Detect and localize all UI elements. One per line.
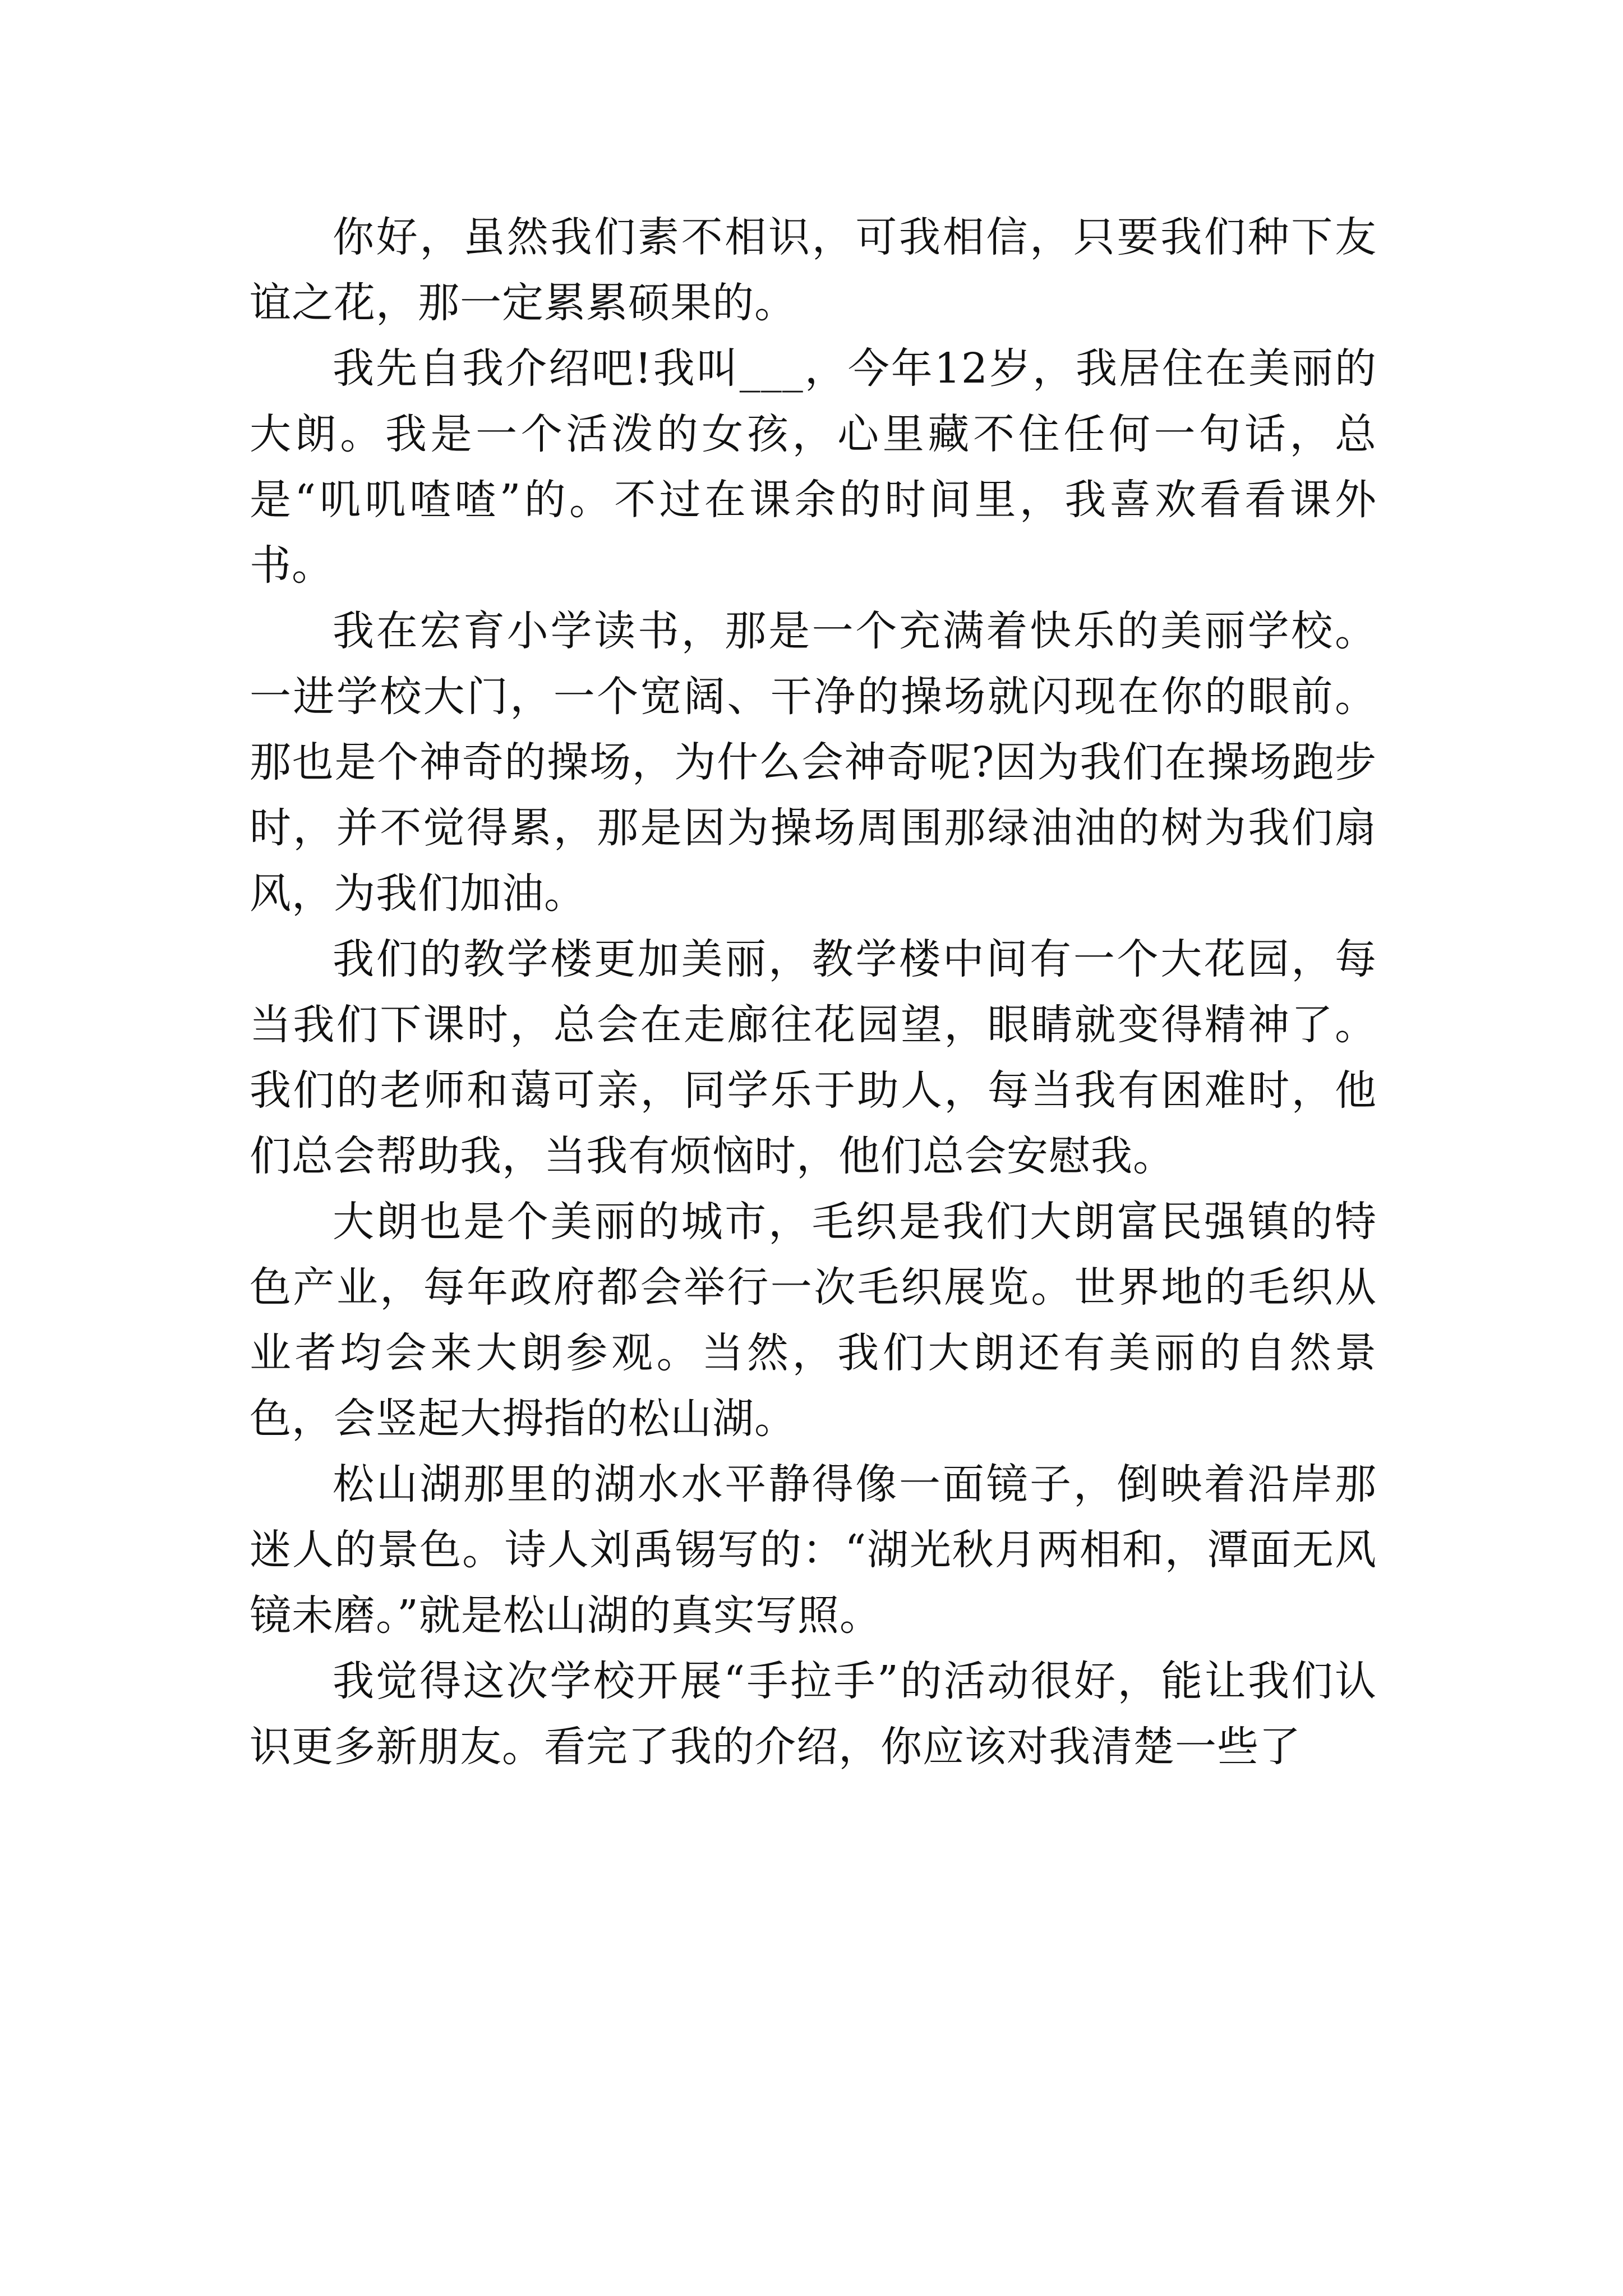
paragraph-teaching-building: 我们的教学楼更加美丽，教学楼中间有一个大花园，每当我们下课时，总会在走廊往花园望，眼睛就变得精神了。我们的老师和蔼可亲，同学乐于助人，每当我有困难时，他们总会帮助我，当我有烦恼时，他们总会安慰我。	[250, 935, 1377, 1180]
paragraph-greeting: 你好，虽然我们素不相识，可我相信，只要我们种下友谊之花，那一定累累硕果的。	[250, 213, 1377, 327]
paragraph-closing: 我觉得这次学校开展“手拉手”的活动很好，能让我们认识更多新朋友。看完了我的介绍，你应该对我清楚一些了	[250, 1657, 1377, 1771]
paragraph-lake: 松山湖那里的湖水水平静得像一面镜子，倒映着沿岸那迷人的景色。诗人刘禹锡写的：“湖光秋月两相和，潭面无风镜未磨。”就是松山湖的真实写照。	[250, 1460, 1377, 1640]
paragraph-school: 我在宏育小学读书，那是一个充满着快乐的美丽学校。一进学校大门，一个宽阔、干净的操场就闪现在你的眼前。那也是个神奇的操场，为什么会神奇呢?因为我们在操场跑步时，并不觉得累，那是因为操场周围那绿油油的树为我们扇风，为我们加油。	[250, 607, 1377, 918]
paragraph-self-introduction: 我先自我介绍吧!我叫___，今年12岁，我居住在美丽的大朗。我是一个活泼的女孩，心里藏不住任何一句话，总是“叽叽喳喳”的。不过在课余的时间里，我喜欢看看课外书。	[250, 344, 1377, 590]
letter-body	[250, 205, 1377, 1780]
paragraph-city: 大朗也是个美丽的城市，毛织是我们大朗富民强镇的特色产业，每年政府都会举行一次毛织展览。世界地的毛织从业者均会来大朗参观。当然，我们大朗还有美丽的自然景色，会竖起大拇指的松山湖。	[250, 1198, 1377, 1443]
